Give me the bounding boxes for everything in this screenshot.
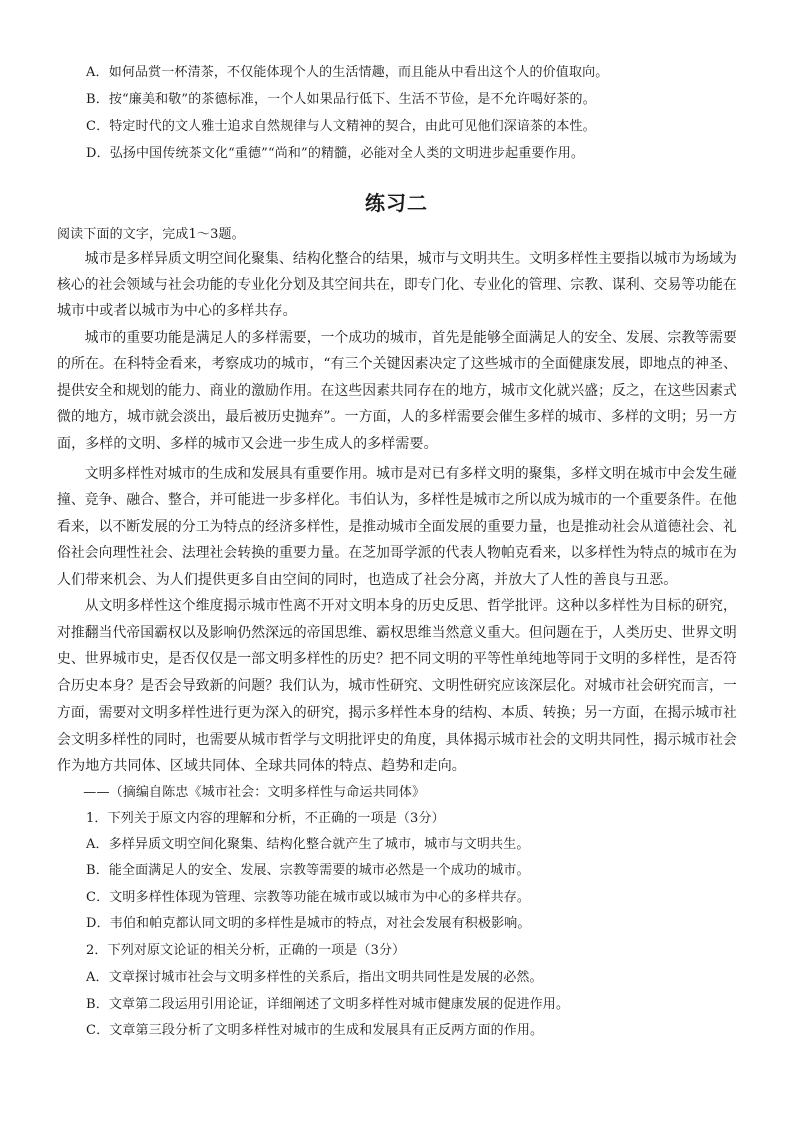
passage-line: 核心的社会领域与社会功能的专业化分划及其空间共在，即专门化、专业化的管理、宗教、谋利、交易等功能在 <box>57 277 737 293</box>
question-2-option-b: B．文章第二段运用引用论证，详细阐述了文明多样性对城市健康发展的促进作用。 <box>86 997 570 1012</box>
passage-line: 方面，需要对文明多样性进行更为深入的研究，揭示多样性本身的结构、本质、转换；另一方面，在揭示城市社 <box>57 705 737 721</box>
passage-line: 会文明多样性的同时，也需要从城市哲学与文明批评史的角度，具体揭示城市社会的文明共同性，揭示城市社会 <box>57 732 737 748</box>
passage-line: 文明多样性对城市的生成和发展具有重要作用。城市是对已有多样文明的聚集，多样文明在城市中会发生碰 <box>57 466 737 482</box>
passage-line: 城市是多样异质文明空间化聚集、结构化整合的结果，城市与文明共生。文明多样性主要指以城市为场域为 <box>57 251 737 267</box>
passage-line: 合历史本身？是否会导致新的问题？我们认为，城市性研究、文明性研究应该深层化。对城市社会研究而言，一 <box>57 678 737 694</box>
passage-line: 的所在。在科特金看来，考察成功的城市，“有三个关键因素决定了这些城市的全面健康发展，即地点的神圣、 <box>57 356 738 372</box>
section-title: 练习二 <box>365 191 428 215</box>
passage-line: 面，多样的文明、多样的城市又会进一步生成人的多样需要。 <box>57 436 438 452</box>
question-1-option-d: D．韦伯和帕克都认同文明的多样性是城市的特点，对社会发展有积极影响。 <box>86 916 531 931</box>
passage-line: 作为地方共同体、区域共同体、全球共同体的特点、趋势和走向。 <box>57 758 466 774</box>
question-1-option-c: C．文明多样性体现为管理、宗教等功能在城市或以城市为中心的多样共存。 <box>86 890 531 905</box>
passage-line: 提供安全和规划的能力、商业的激励作用。在这些因素共同存在的地方，城市文化就兴盛；反之，在这些因素式 <box>57 383 737 399</box>
passage-line: 城市中或者以城市为中心的多样共存。 <box>57 303 297 319</box>
passage-line: 看来，以不断发展的分工为特点的经济多样性，是推动城市全面发展的重要力量，也是推动社会从道德社会、礼 <box>57 519 737 535</box>
instruction: 阅读下面的文字，完成1～3题。 <box>57 227 245 242</box>
passage-line: 撞、竞争、融合、整合，并可能进一步多样化。韦伯认为，多样性是城市之所以成为城市的一个重要条件。在他 <box>57 492 737 508</box>
passage-line: 微的地方，城市就会淡出，最后被历史抛弃”。一方面，人的多样需要会催生多样的城市、多样的文明；另一方 <box>57 409 738 425</box>
prev-option-d: D．弘扬中国传统茶文化“重德”“尚和”的精髓，必能对全人类的文明进步起重要作用。 <box>86 146 585 161</box>
passage-line: 城市的重要功能是满足人的多样需要，一个成功的城市，首先是能够全面满足人的安全、发展、宗教等需要 <box>57 330 737 346</box>
question-2-option-c: C．文章第三段分析了文明多样性对城市的生成和发展具有正反两方面的作用。 <box>86 1023 544 1038</box>
passage-line: 从文明多样性这个维度揭示城市性离不开对文明本身的历史反思、哲学批评。这种以多样性为目标的研究， <box>57 598 737 614</box>
prev-option-c: C．特定时代的文人雅士追求自然规律与人文精神的契合，由此可见他们深谙茶的本性。 <box>86 119 596 134</box>
question-1-option-a: A．多样异质文明空间化聚集、结构化整合就产生了城市，城市与文明共生。 <box>86 837 530 852</box>
prev-option-b: B．按“廉美和敬”的茶德标准，一个人如果品行低下、生活不节俭，是不允许喝好茶的。 <box>86 92 596 107</box>
passage-line: 人们带来机会、为人们提供更多自由空间的同时，也造成了社会分离，并放大了人性的善良与丑恶。 <box>57 572 678 588</box>
question-1-stem: 1．下列关于原文内容的理解和分析，不正确的一项是（3分） <box>86 811 445 826</box>
passage-line: 对推翻当代帝国霸权以及影响仍然深远的帝国思维、霸权思维当然意义重大。但问题在于，人类历史、世界文明 <box>57 625 737 641</box>
passage-source: ——（摘编自陈忠《城市社会：文明多样性与命运共同体》 <box>57 785 426 800</box>
question-1-option-b: B．能全面满足人的安全、发展、宗教等需要的城市必然是一个成功的城市。 <box>86 863 530 878</box>
question-2-option-a: A．文章探讨城市社会与文明多样性的关系后，指出文明共同性是发展的必然。 <box>86 970 543 985</box>
passage-line: 史、世界城市史，是否仅仅是一部文明多样性的历史？把不同文明的平等性单纯地等同于文明的多样性，是否符 <box>57 651 737 667</box>
prev-option-a: A．如何品赏一杯清茶，不仅能体现个人的生活情趣，而且能从中看出这个人的价值取向。 <box>86 65 609 80</box>
question-2-stem: 2．下列对原文论证的相关分析，正确的一项是（3分） <box>86 943 406 958</box>
passage-line: 俗社会向理性社会、法理社会转换的重要力量。在芝加哥学派的代表人物帕克看来，以多样性为特点的城市在为 <box>57 545 737 561</box>
